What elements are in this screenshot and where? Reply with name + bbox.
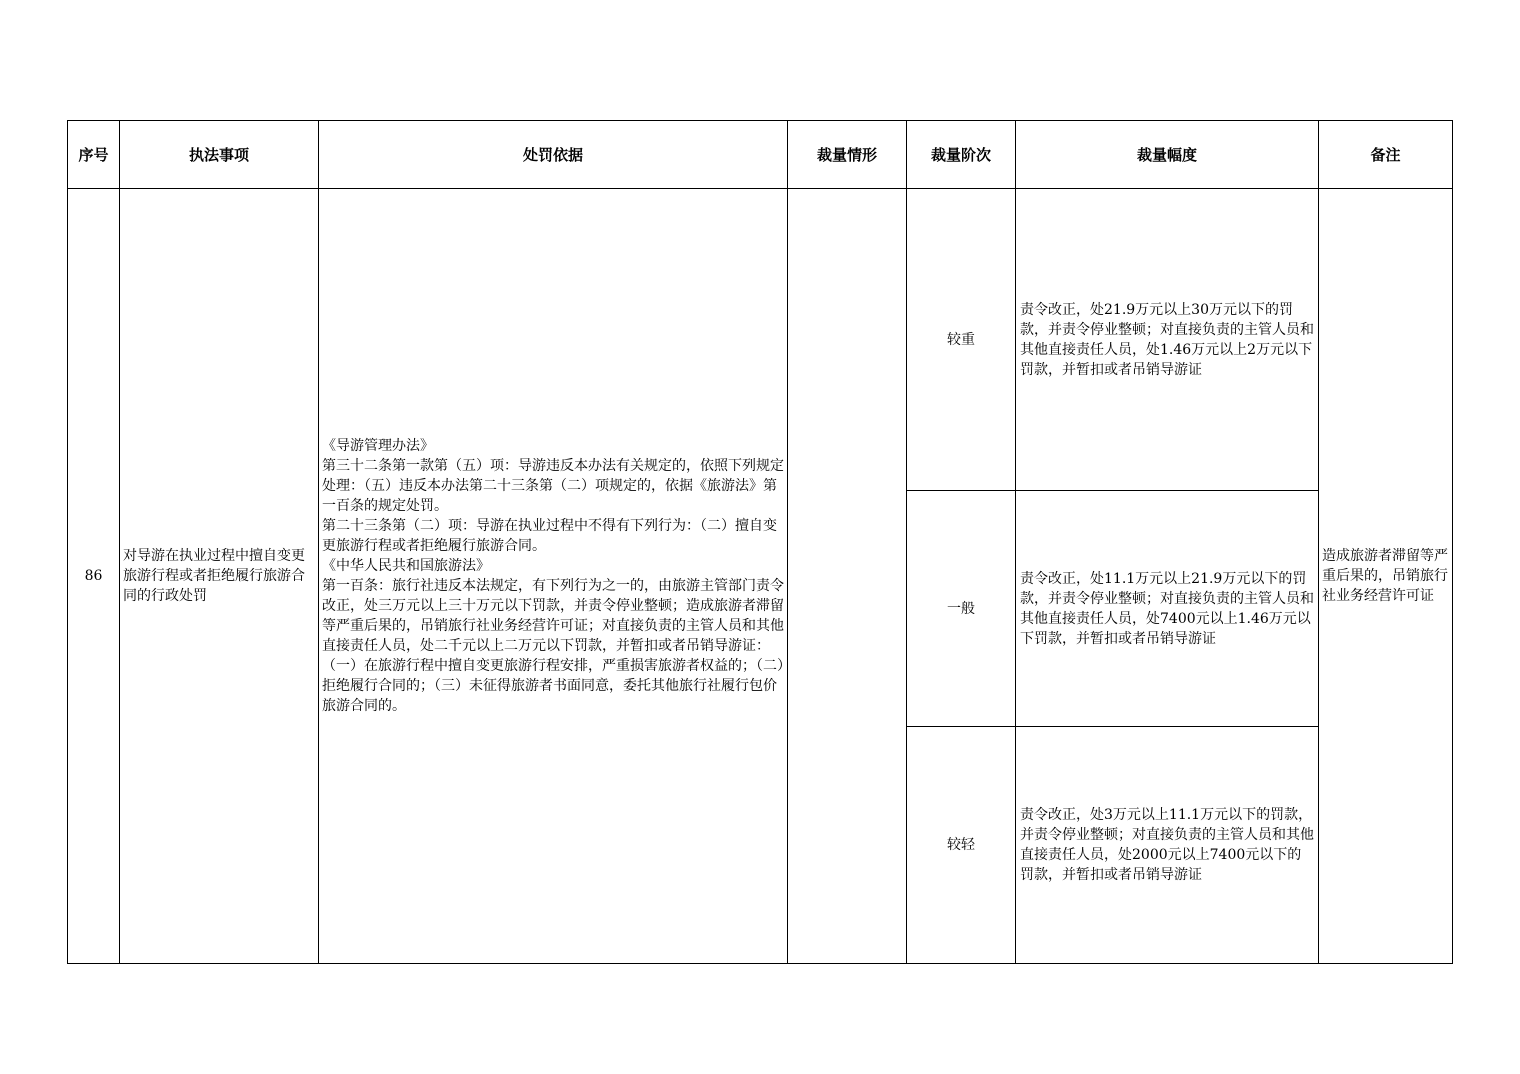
cell-circumstance: [788, 189, 907, 964]
header-level: 裁量阶次: [907, 121, 1016, 189]
header-item: 执法事项: [120, 121, 319, 189]
header-remarks: 备注: [1319, 121, 1453, 189]
header-row: [68, 121, 1453, 189]
table-row: [68, 189, 1453, 491]
header-seq: 序号: [68, 121, 120, 189]
penalty-table: [67, 120, 1453, 964]
basis-line: 《导游管理办法》: [322, 438, 434, 454]
basis-line: 第一百条：旅行社违反本法规定，有下列行为之一的，由旅游主管部门责令改正，处三万元以上三十万元以下罚款，并责令停业整顿；造成旅游者滞留等严重后果的，吊销旅行社业务经营许可证；对直接负责的主管人员和其他直接责任人员，处二千元以上二万元以下罚款，并暂扣或者吊销导游证：（一）在旅游行程中擅自变更旅游行程安排，严重损害旅游者权益的；（二）拒绝履行合同的；（三）未征得旅游者书面同意，委托其他旅行社履行包价旅游合同的。: [322, 578, 784, 714]
cell-remarks: 造成旅游者滞留等严重后果的，吊销旅行社业务经营许可证: [1319, 189, 1453, 964]
header-circumstance: 裁量情形: [788, 121, 907, 189]
cell-level-light: 较轻: [907, 727, 1016, 964]
cell-range-light: 责令改正，处3万元以上11.1万元以下的罚款，并责令停业整顿；对直接负责的主管人员和其他直接责任人员，处2000元以上7400元以下的罚款，并暂扣或者吊销导游证: [1016, 727, 1319, 964]
cell-level-normal: 一般: [907, 491, 1016, 727]
basis-line: 《中华人民共和国旅游法》: [322, 558, 490, 574]
cell-item: 对导游在执业过程中擅自变更旅游行程或者拒绝履行旅游合同的行政处罚: [120, 189, 319, 964]
basis-line: 第二十三条第（二）项：导游在执业过程中不得有下列行为：（二）擅自变更旅游行程或者拒绝履行旅游合同。: [322, 518, 777, 554]
cell-range-normal: 责令改正，处11.1万元以上21.9万元以下的罚款，并责令停业整顿；对直接负责的主管人员和其他直接责任人员，处7400元以上1.46万元以下罚款，并暂扣或者吊销导游证: [1016, 491, 1319, 727]
header-range: 裁量幅度: [1016, 121, 1319, 189]
cell-basis: [319, 189, 788, 964]
header-basis: 处罚依据: [319, 121, 788, 189]
cell-range-heavy: 责令改正，处21.9万元以上30万元以下的罚款，并责令停业整顿；对直接负责的主管人员和其他直接责任人员，处1.46万元以上2万元以下罚款，并暂扣或者吊销导游证: [1016, 189, 1319, 491]
basis-line: 第三十二条第一款第（五）项：导游违反本办法有关规定的，依照下列规定处理：（五）违反本办法第二十三条第（二）项规定的，依据《旅游法》第一百条的规定处罚。: [322, 458, 784, 514]
cell-level-heavy: 较重: [907, 189, 1016, 491]
cell-seq: 86: [68, 189, 120, 964]
